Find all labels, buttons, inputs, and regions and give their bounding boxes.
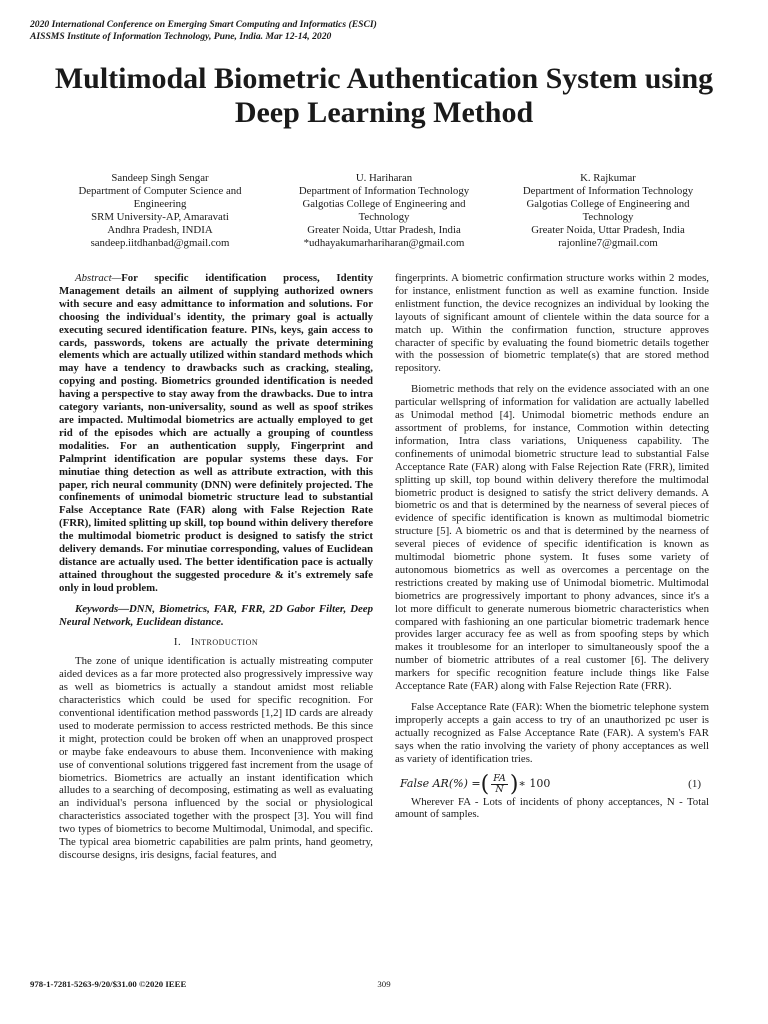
paper-title: [0, 62, 768, 130]
author-location: Greater Noida, Uttar Pradesh, India: [531, 224, 685, 236]
author-email: *udhayakumarhariharan@gmail.com: [303, 237, 465, 249]
author-name: K. Rajkumar: [580, 172, 636, 184]
conference-venue: AISSMS Institute of Information Technology, Pune, India. Mar 12-14, 2020: [30, 31, 332, 42]
equation-far: [395, 771, 709, 797]
right-column: [395, 272, 709, 829]
right-paren: ): [509, 771, 519, 797]
body-paragraph-1: fingerprints. A biometric confirmation structure works within 2 modes, for instance, enlistment function as well as examine function. Inside enlistment function, the device recognizes an individual by looking the layouts of significant amount of clientele within the data source for a match up. Within the confirmation function, structure approves character of specific by evaluating the found biometric details together with the possession of biometric template(s) that are stored method repository.: [395, 272, 709, 375]
equation-expression: [400, 771, 551, 797]
author-name: Sandeep Singh Sengar: [111, 172, 209, 184]
abstract-text: For specific identification process, Identity Management details an ailment of supplying authorized owners with secure and easy admittance to information and solutions. For choosing the individual's identity, the primary goal is actually executing secured identification feature. PINs, keys, gain access to cards, passwords, tokens are actually the private determining elements which are actually utilized within standard methods which may have a tendency to drawbacks such as cracking, stealing, copying and posting. Biometrics grounded identification is needed having a perspective to stay away from the drawbacks. Due to intra category variants, non-universality, sound as well as spoof strikes are impacted. Multimodal biometrics are actually employed to get rid of the episodes which are actually a grouping of countless modalities. For an authentication supply, Fingerprint and Palmprint identification are popular systems these days. For minutiae thing detection as well as attribute extraction, with this paper, rich neural community (DNN) were definitely projected. The confinements of unimodal biometric structure lead to substantial False Acceptance Rate (FAR) along with False Rejection Rate (FRR), limited splitting up skill, top bound within delivery therefore the multimodal biometric product is designed to satisfy the strict delivery demands. For minutiae corresponding, values of Euclidean distance are actually used. The better identification pace is actually attained throughout the suggested procedure & it's extremely safe only in loud problem.: [59, 272, 373, 594]
equation-lhs: False AR(%) =: [400, 777, 481, 791]
author-1: [55, 172, 265, 250]
author-3: [503, 172, 713, 250]
abstract: [59, 272, 373, 595]
equation-number: (1): [688, 778, 701, 791]
left-paren: (: [480, 771, 490, 797]
body-paragraph-3: False Acceptance Rate (FAR): When the biometric telephone system improperly accepts a gain access to try of an unauthorized pc user is actually recognized as False Acceptance Rate (FAR). A system's FAR says when the ratio involving the variety of phony acceptances as well as variety of identification tries.: [395, 701, 709, 765]
conference-header: [30, 19, 377, 43]
abstract-lead: Abstract—: [75, 272, 122, 284]
body-paragraph-2: Biometric methods that rely on the evidence associated with an one particular wellspring of information for validation are actually labelled as Unimodal method [4]. Unimodal biometric methods endure an assortment of problems, for instance, Commotion within detecting information, Intra class variations, Uniqueness capability. The confinements of unimodal biometric structure lead to substantial False Acceptance Rate (FAR) along with False Rejection Rate (FRR), limited splitting up skill, top bound within delivery therefore the multimodal biometric product is designed to satisfy the strict delivery demands. A biometric os and that is determined by the nearness of several pieces of evidence of specific identification is known as multimodal biometric structure [5]. A biometric os and that is determined by the nearness of several pieces of evidence of specific identification is known as multimodal biometric phone system. It fuses some variety of autonomous biometrics as well as overcomes a percentage on the restrictions created by making use of Unimodal biometric. Multimodal biometrics are progressively important to phony advances, since it's a lot more difficult to generate numerous biometric characteristics when compared with fashioning an one particular biometric trademark hence provides larger accuracy fee as well as from spoofing steps by which makes it troublesome for an interloper to simultaneously spoof the a number of biometric attributes of a real customer [6]. The delivery markers for specific recognition feature include things like False Acceptance Rate (FAR) along with False Rejection Rate (FRR).: [395, 383, 709, 693]
author-email: rajonline7@gmail.com: [558, 237, 658, 249]
author-organization: Galgotias College of Engineering and Technology: [526, 198, 690, 223]
footer-isbn: 978-1-7281-5263-9/20/$31.00 ©2020 IEEE: [30, 979, 187, 989]
section-heading: [59, 636, 373, 649]
equation-numerator: FA: [493, 773, 506, 785]
equation-fraction: [491, 774, 508, 795]
author-department: Department of Computer Science and Engineering: [78, 185, 242, 210]
page-number: 309: [377, 979, 391, 989]
section-number: I.: [173, 636, 182, 649]
author-name: U. Hariharan: [355, 172, 413, 184]
author-department: Department of Information Technology: [298, 185, 470, 197]
equation-rhs: ∗ 100: [518, 777, 551, 791]
author-location: Andhra Pradesh, INDIA: [107, 224, 213, 236]
author-2: [279, 172, 489, 250]
paper-title-line-1: Multimodal Biometric Authentication System using: [54, 62, 714, 95]
paper-title-line-2: Deep Learning Method: [234, 96, 534, 129]
section-title: Introduction: [190, 636, 259, 649]
conference-name: 2020 International Conference on Emerging Smart Computing and Informatics (ESCI): [30, 19, 377, 30]
intro-paragraph: The zone of unique identification is actually mistreating computer aided devices as a far more protected also progressively impressive way as well as biometrics is actually a standout amidst most reliable characteristics which could be used for specific recognition. For conventional identification method passwords [1,2] ID cards are already used to moderate permission to access restricted methods. Be this since it might, protection could be broken off when an unapproved prospect or maybe fake endeavours to abuse them. Inconvenience with making use of conventional solutions triggered fast increment from the usage of biometrics. Biometrics are actually an instant identification which alludes to a searching of decomposing, estimating as well as evaluating an individual's persona influenced by the social or physiological characteristics associated together with the prospect [3]. You will find two types of biometrics to become Multimodal, Unimodal, and specific. The typical area biometric capabilities are palm prints, hand geometry, discourse designs, iris designs, facial features, and: [59, 655, 373, 861]
keywords: Keywords—DNN, Biometrics, FAR, FRR, 2D Gabor Filter, Deep Neural Network, Euclidean distance.: [59, 602, 373, 628]
equation-denominator: N: [495, 784, 504, 796]
equation-legend: Wherever FA - Lots of incidents of phony acceptances, N - Total amount of samples.: [395, 795, 709, 821]
author-department: Department of Information Technology: [522, 185, 694, 197]
left-column: [59, 272, 373, 870]
author-organization: SRM University-AP, Amaravati: [91, 211, 229, 223]
author-block: [55, 172, 713, 250]
author-organization: Galgotias College of Engineering and Technology: [302, 198, 466, 223]
author-location: Greater Noida, Uttar Pradesh, India: [307, 224, 461, 236]
author-email: sandeep.iitdhanbad@gmail.com: [90, 237, 230, 249]
